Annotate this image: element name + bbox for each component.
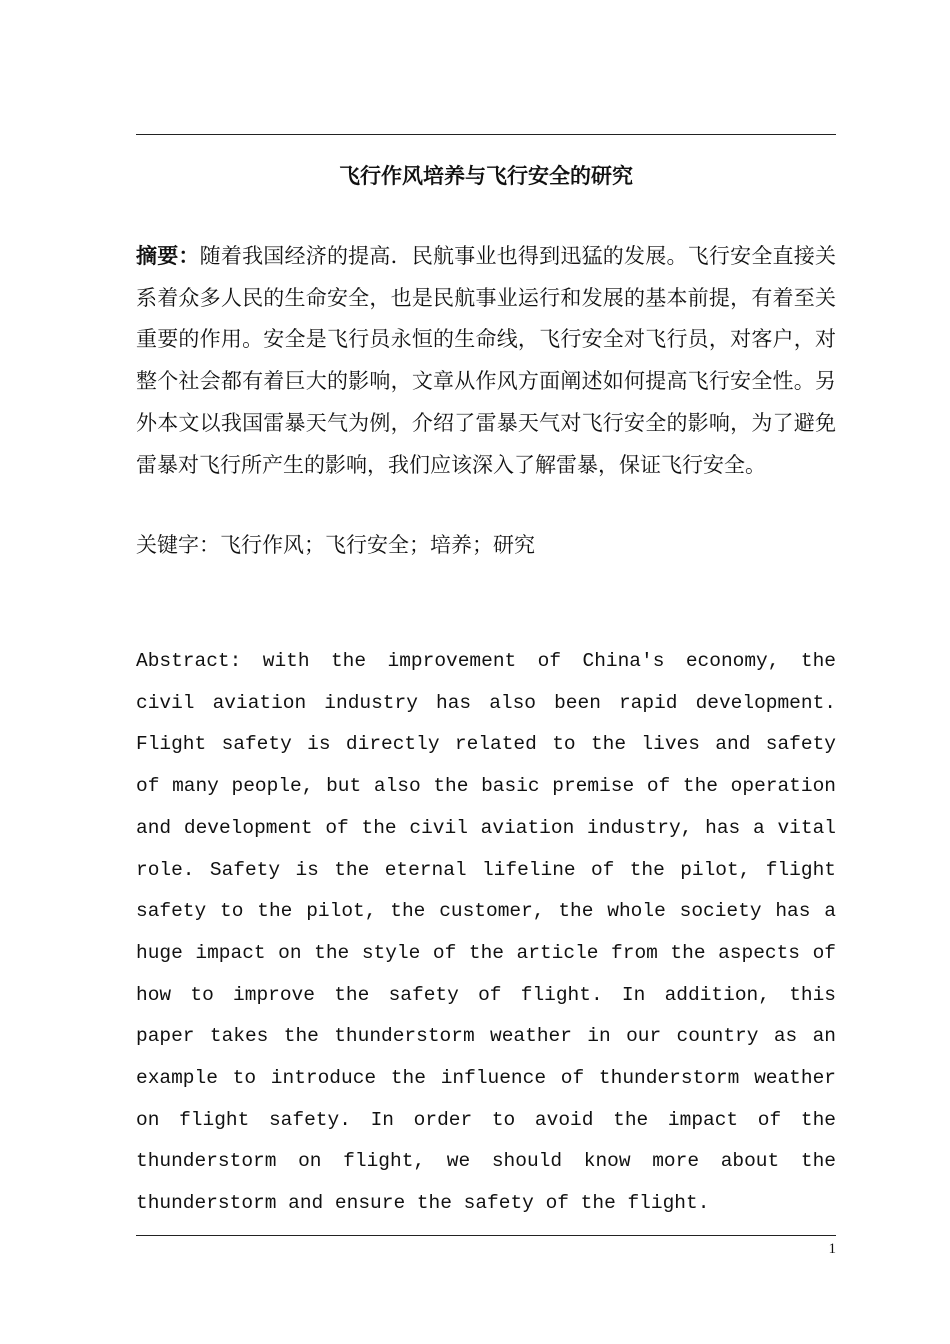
footer-rule xyxy=(136,1235,836,1236)
chinese-abstract-text: 随着我国经济的提高．民航事业也得到迅猛的发展。飞行安全直接关系着众多人民的生命安全，也是民航事业运行和发展的基本前提，有着至关重要的作用。安全是飞行员永恒的生命线，飞行安全对飞行员，对客户，对整个社会都有着巨大的影响，文章从作风方面阐述如何提高飞行安全性。另外本文以我国雷暴天气为例，介绍了雷暴天气对飞行安全的影响，为了避免雷暴对飞行所产生的影响，我们应该深入了解雷暴，保证飞行安全。 xyxy=(136,244,836,477)
chinese-abstract xyxy=(136,235,836,486)
paper-title: 飞行作风培养与飞行安全的研究 xyxy=(339,163,633,188)
header-rule xyxy=(136,134,836,135)
keywords-line: 关键字：飞行作风；飞行安全；培养；研究 xyxy=(136,533,535,557)
chinese-abstract-label: 摘要： xyxy=(136,243,200,268)
english-abstract: Abstract: with the improvement of China′s economy, the civil aviation industry has also been rapid development. Flight safety is directly related to the lives and safety of many people, but also the basic premise of the operation and development of the civil aviation industry, has a vital role. Safety is the eternal lifeline of the pilot, flight safety to the pilot, the customer, the whole society has a huge impact on the style of the article from the aspects of how to improve the safety of flight. In addition, this paper takes the thunderstorm weather in our country as an example to introduce the influence of thunderstorm weather on flight safety. In order to avoid the impact of the thunderstorm on flight, we should know more about the thunderstorm and ensure the safety of the flight. xyxy=(136,650,836,1215)
page-number: 1 xyxy=(828,1241,836,1257)
